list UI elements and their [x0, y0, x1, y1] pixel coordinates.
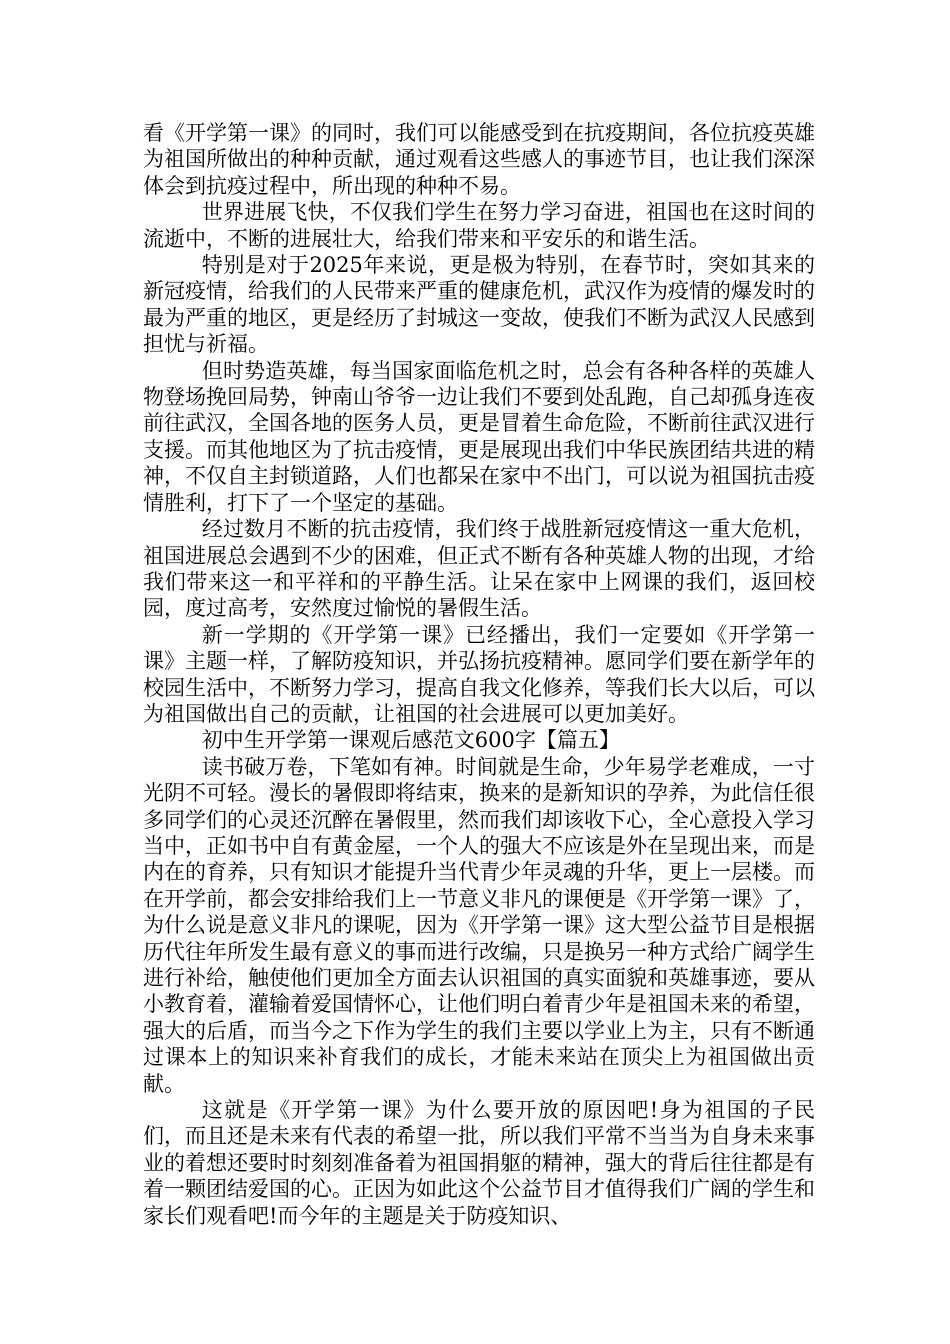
- paragraph-1: 看《开学第一课》的同时，我们可以能感受到在抗疫期间，各位抗疫英雄为祖国所做出的种种贡献，通过观看这些感人的事迹节目，也让我们深深体会到抗疫过程中，所出现的种种不易。: [143, 121, 815, 198]
- paragraph-5: 经过数月不断的抗击疫情，我们终于战胜新冠疫情这一重大危机，祖国进展总会遇到不少的困难，但正式不断有各种英雄人物的出现，才给我们带来这一和平祥和的平静生活。让呆在家中上网课的我们，返回校园，度过高考，安然度过愉悦的暑假生活。: [143, 517, 815, 621]
- paragraph-6: 新一学期的《开学第一课》已经播出，我们一定要如《开学第一课》主题一样，了解防疫知识，并弘扬抗疫精神。愿同学们要在新学年的校园生活中，不断努力学习，提高自我文化修养，等我们长大以后，可以为祖国做出自己的贡献，让祖国的社会进展可以更加美好。: [143, 622, 815, 726]
- paragraph-2: 世界进展飞快，不仅我们学生在努力学习奋进，祖国也在这时间的流逝中，不断的进展壮大，给我们带来和平安乐的和谐生活。: [143, 200, 815, 251]
- paragraph-4: 但时势造英雄，每当国家面临危机之时，总会有各种各样的英雄人物登场挽回局势，钟南山爷爷一边让我们不要到处乱跑，自己却孤身连夜前往武汉，全国各地的医务人员，更是冒着生命危险，不断前往武汉进行支援。而其他地区为了抗击疫情，更是展现出我们中华民族团结共进的精神，不仅自主封锁道路，人们也都呆在家中不出门，可以说为祖国抗击疫情胜利，打下了一个坚定的基础。: [143, 358, 815, 515]
- paragraph-3: 特别是对于2025年来说，更是极为特别，在春节时，突如其来的新冠疫情，给我们的人民带来严重的健康危机，武汉作为疫情的爆发时的最为严重的地区，更是经历了封城这一变故，使我们不断为武汉人民感到担忧与祈福。: [143, 253, 815, 357]
- paragraph-7: 读书破万卷，下笔如有神。时间就是生命，少年易学老难成，一寸光阴不可轻。漫长的暑假即将结束，换来的是新知识的孕养，为此信任很多同学们的心灵还沉醉在暑假里，然而我们却该收下心，全心意投入学习当中，正如书中自有黄金屋，一个人的强大不应该是外在呈现出来，而是内在的育养，只有知识才能提升当代青少年灵魂的升华，更上一层楼。而在开学前，都会安排给我们上一节意义非凡的课便是《开学第一课》了，为什么说是意义非凡的课呢，因为《开学第一课》这大型公益节目是根据历代往年所发生最有意义的事而进行改编，只是换另一种方式给广阔学生进行补给，触使他们更加全方面去认识祖国的真实面貌和英雄事迹，要从小教育着，灌输着爱国情怀心，让他们明白着青少年是祖国未来的希望，强大的后盾，而当今之下作为学生的我们主要以学业上为主，只有不断通过课本上的知识来补育我们的成长，才能未来站在顶尖上为祖国做出贡献。: [143, 754, 815, 1096]
- section-heading: 初中生开学第一课观后感范文600字【篇五】: [201, 728, 620, 753]
- paragraph-8: 这就是《开学第一课》为什么要开放的原因吧!身为祖国的子民们，而且还是未来有代表的希望一批，所以我们平常不当当为自身未来事业的着想还要时时刻刻准备着为祖国捐躯的精神，强大的背后往往都是有着一颗团结爱国的心。正因为如此这个公益节目才值得我们广阔的学生和家长们观看吧!而今年的主题是关于防疫知识、: [143, 1098, 815, 1228]
- document-page: [143, 120, 815, 1229]
